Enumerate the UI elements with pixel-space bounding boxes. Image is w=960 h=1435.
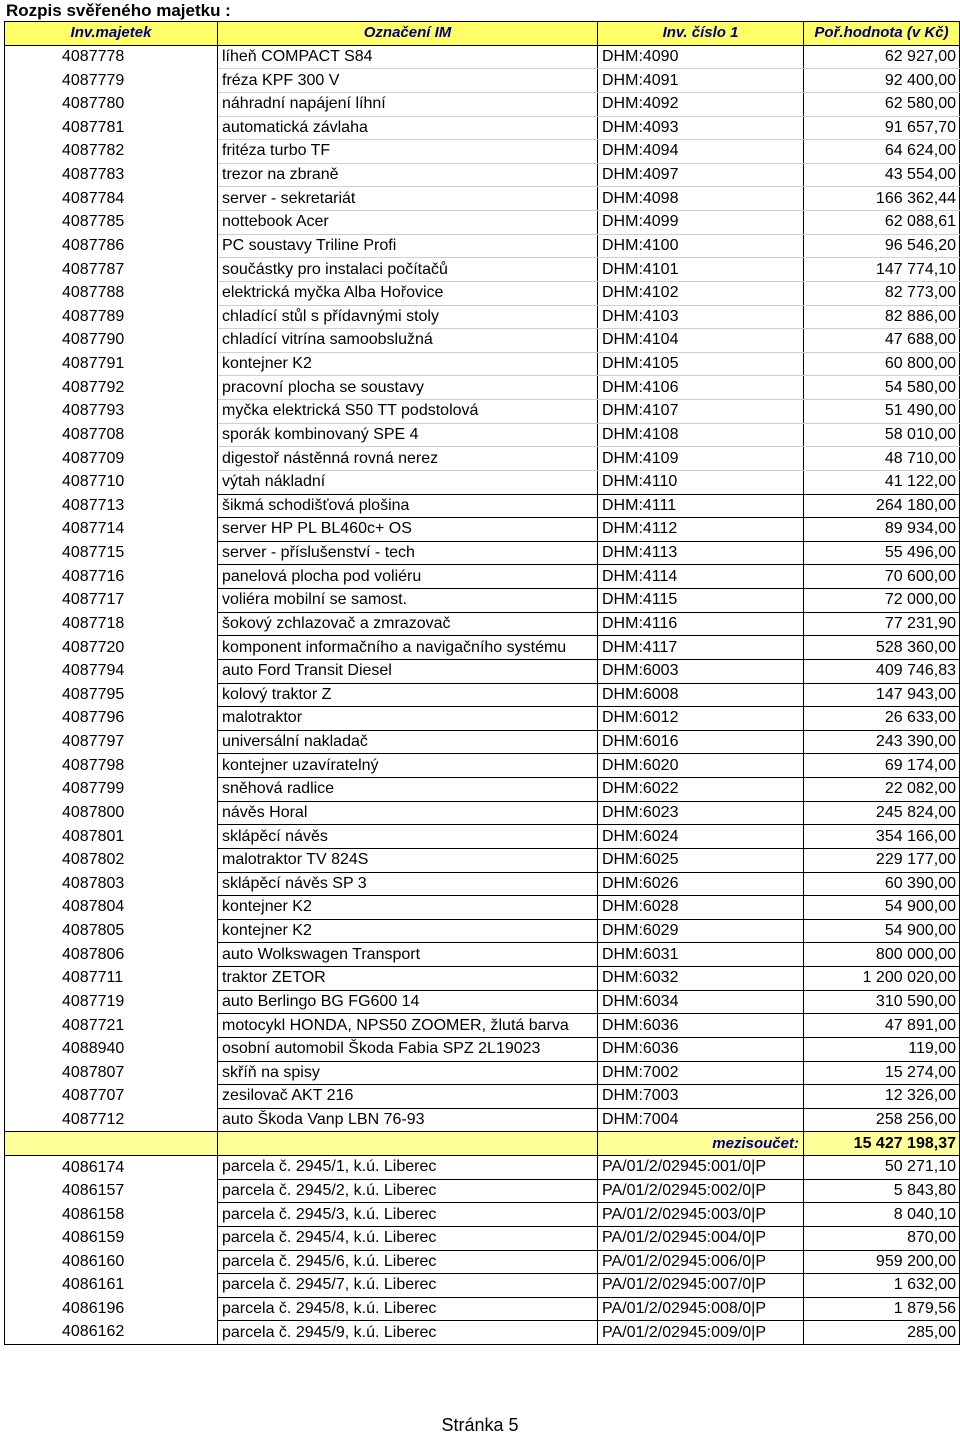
inv-code-cell: DHM:4098 (598, 187, 804, 211)
table-row (5, 825, 960, 849)
inv-code-cell: DHM:4092 (598, 92, 804, 116)
inv-code-cell: DHM:4097 (598, 163, 804, 187)
inv-code-cell: DHM:4116 (598, 612, 804, 636)
inv-code-cell: DHM:4099 (598, 211, 804, 235)
table-row (5, 258, 960, 282)
table-row (5, 872, 960, 896)
inv-number-cell: 4087794 (5, 659, 218, 683)
table-row (5, 494, 960, 518)
asset-name-cell: parcela č. 2945/6, k.ú. Liberec (218, 1250, 598, 1274)
table-row (5, 69, 960, 93)
subtotal-row (5, 1132, 960, 1156)
inv-number-cell: 4087797 (5, 730, 218, 754)
value-cell: 15 274,00 (804, 1061, 960, 1085)
value-cell: 243 390,00 (804, 730, 960, 754)
table-row (5, 211, 960, 235)
inv-code-cell: DHM:4091 (598, 69, 804, 93)
value-cell: 528 360,00 (804, 636, 960, 660)
inv-number-cell: 4087712 (5, 1108, 218, 1132)
asset-name-cell: malotraktor TV 824S (218, 848, 598, 872)
table-row (5, 447, 960, 471)
inv-code-cell: DHM:4103 (598, 305, 804, 329)
inv-number-cell: 4087801 (5, 825, 218, 849)
asset-name-cell: sporák kombinovaný SPE 4 (218, 423, 598, 447)
table-row (5, 801, 960, 825)
inv-code-cell: PA/01/2/02945:007/0|P (598, 1274, 804, 1298)
asset-name-cell: náhradní napájení líhní (218, 92, 598, 116)
inv-number-cell: 4087790 (5, 329, 218, 353)
value-cell: 12 326,00 (804, 1085, 960, 1109)
table-row (5, 683, 960, 707)
inv-code-cell: DHM:4107 (598, 400, 804, 424)
header-inv-majetek: Inv.majetek (5, 22, 218, 46)
table-row (5, 140, 960, 164)
inv-code-cell: PA/01/2/02945:008/0|P (598, 1297, 804, 1321)
inv-number-cell: 4086174 (5, 1156, 218, 1180)
inv-code-cell: DHM:6025 (598, 848, 804, 872)
table-row (5, 305, 960, 329)
inv-number-cell: 4087720 (5, 636, 218, 660)
value-cell: 1 632,00 (804, 1274, 960, 1298)
value-cell: 60 390,00 (804, 872, 960, 896)
asset-name-cell: parcela č. 2945/2, k.ú. Liberec (218, 1179, 598, 1203)
asset-name-cell: zesilovač AKT 216 (218, 1085, 598, 1109)
subtotal-blank (5, 1132, 218, 1156)
value-cell: 26 633,00 (804, 707, 960, 731)
value-cell: 62 580,00 (804, 92, 960, 116)
subtotal-value: 15 427 198,37 (804, 1132, 960, 1156)
table-row (5, 163, 960, 187)
table-row (5, 1203, 960, 1227)
table-row (5, 1037, 960, 1061)
table-row (5, 730, 960, 754)
value-cell: 50 271,10 (804, 1156, 960, 1180)
inv-number-cell: 4087784 (5, 187, 218, 211)
inv-number-cell: 4087802 (5, 848, 218, 872)
inv-code-cell: PA/01/2/02945:002/0|P (598, 1179, 804, 1203)
asset-name-cell: kontejner K2 (218, 352, 598, 376)
asset-name-cell: osobní automobil Škoda Fabia SPZ 2L19023 (218, 1037, 598, 1061)
asset-name-cell: server HP PL BL460c+ OS (218, 518, 598, 542)
inv-number-cell: 4087778 (5, 45, 218, 69)
inv-number-cell: 4087799 (5, 778, 218, 802)
table-row (5, 281, 960, 305)
value-cell: 62 088,61 (804, 211, 960, 235)
inv-number-cell: 4087798 (5, 754, 218, 778)
asset-name-cell: server - sekretariát (218, 187, 598, 211)
inv-code-cell: PA/01/2/02945:003/0|P (598, 1203, 804, 1227)
value-cell: 8 040,10 (804, 1203, 960, 1227)
inv-code-cell: DHM:6022 (598, 778, 804, 802)
inv-number-cell: 4087804 (5, 896, 218, 920)
inv-number-cell: 4087791 (5, 352, 218, 376)
inv-number-cell: 4087793 (5, 400, 218, 424)
asset-name-cell: parcela č. 2945/3, k.ú. Liberec (218, 1203, 598, 1227)
inv-code-cell: DHM:6036 (598, 1037, 804, 1061)
header-inv-cislo: Inv. číslo 1 (598, 22, 804, 46)
asset-name-cell: auto Ford Transit Diesel (218, 659, 598, 683)
inv-number-cell: 4087709 (5, 447, 218, 471)
table-row (5, 612, 960, 636)
table-row (5, 1179, 960, 1203)
asset-name-cell: fritéza turbo TF (218, 140, 598, 164)
table-row (5, 234, 960, 258)
asset-name-cell: pracovní plocha se soustavy (218, 376, 598, 400)
asset-name-cell: parcela č. 2945/8, k.ú. Liberec (218, 1297, 598, 1321)
table-row (5, 1085, 960, 1109)
asset-name-cell: sklápěcí návěs (218, 825, 598, 849)
asset-name-cell: parcela č. 2945/9, k.ú. Liberec (218, 1321, 598, 1345)
value-cell: 119,00 (804, 1037, 960, 1061)
table-row (5, 376, 960, 400)
table-row (5, 707, 960, 731)
asset-name-cell: kolový traktor Z (218, 683, 598, 707)
table-row (5, 1226, 960, 1250)
asset-name-cell: auto Škoda Vanp LBN 76-93 (218, 1108, 598, 1132)
table-row (5, 1061, 960, 1085)
table-row (5, 754, 960, 778)
inv-code-cell: DHM:6026 (598, 872, 804, 896)
table-row (5, 1321, 960, 1345)
inv-code-cell: DHM:7004 (598, 1108, 804, 1132)
inv-code-cell: DHM:6036 (598, 1014, 804, 1038)
asset-name-cell: fréza KPF 300 V (218, 69, 598, 93)
asset-name-cell: skříň na spisy (218, 1061, 598, 1085)
inv-code-cell: DHM:4090 (598, 45, 804, 69)
asset-name-cell: parcela č. 2945/1, k.ú. Liberec (218, 1156, 598, 1180)
asset-name-cell: nottebook Acer (218, 211, 598, 235)
value-cell: 64 624,00 (804, 140, 960, 164)
value-cell: 147 774,10 (804, 258, 960, 282)
value-cell: 54 900,00 (804, 919, 960, 943)
inv-number-cell: 4087806 (5, 943, 218, 967)
asset-name-cell: server - příslušenství - tech (218, 541, 598, 565)
inv-code-cell: DHM:7002 (598, 1061, 804, 1085)
inv-code-cell: DHM:4108 (598, 423, 804, 447)
page-footer: Stránka 5 (441, 1415, 519, 1435)
inv-number-cell: 4087807 (5, 1061, 218, 1085)
value-cell: 47 688,00 (804, 329, 960, 353)
inv-number-cell: 4087708 (5, 423, 218, 447)
inv-code-cell: DHM:4104 (598, 329, 804, 353)
value-cell: 77 231,90 (804, 612, 960, 636)
value-cell: 96 546,20 (804, 234, 960, 258)
table-row (5, 329, 960, 353)
value-cell: 91 657,70 (804, 116, 960, 140)
table-row (5, 1156, 960, 1180)
table-row (5, 1250, 960, 1274)
table-row (5, 187, 960, 211)
asset-name-cell: universální nakladač (218, 730, 598, 754)
value-cell: 870,00 (804, 1226, 960, 1250)
table-row (5, 45, 960, 69)
inv-number-cell: 4087781 (5, 116, 218, 140)
table-row (5, 541, 960, 565)
asset-name-cell: voliéra mobilní se samost. (218, 589, 598, 613)
table-row (5, 967, 960, 991)
inv-code-cell: DHM:4112 (598, 518, 804, 542)
inv-code-cell: DHM:4105 (598, 352, 804, 376)
inv-number-cell: 4087710 (5, 470, 218, 494)
inv-number-cell: 4087788 (5, 281, 218, 305)
inv-code-cell: PA/01/2/02945:006/0|P (598, 1250, 804, 1274)
inv-number-cell: 4086196 (5, 1297, 218, 1321)
inv-code-cell: PA/01/2/02945:001/0|P (598, 1156, 804, 1180)
table-row (5, 1297, 960, 1321)
value-cell: 1 879,56 (804, 1297, 960, 1321)
inv-code-cell: DHM:4110 (598, 470, 804, 494)
table-header (5, 22, 960, 46)
inv-code-cell: DHM:4109 (598, 447, 804, 471)
inv-number-cell: 4087714 (5, 518, 218, 542)
inv-code-cell: DHM:4094 (598, 140, 804, 164)
value-cell: 264 180,00 (804, 494, 960, 518)
table-row (5, 470, 960, 494)
inv-number-cell: 4087795 (5, 683, 218, 707)
asset-name-cell: komponent informačního a navigačního systému (218, 636, 598, 660)
inv-number-cell: 4086162 (5, 1321, 218, 1345)
inv-number-cell: 4087783 (5, 163, 218, 187)
table-row (5, 1274, 960, 1298)
asset-name-cell: PC soustavy Triline Profi (218, 234, 598, 258)
inv-number-cell: 4087780 (5, 92, 218, 116)
inv-number-cell: 4087711 (5, 967, 218, 991)
inv-number-cell: 4086158 (5, 1203, 218, 1227)
inv-code-cell: DHM:4117 (598, 636, 804, 660)
inv-code-cell: DHM:6023 (598, 801, 804, 825)
value-cell: 69 174,00 (804, 754, 960, 778)
value-cell: 800 000,00 (804, 943, 960, 967)
inv-code-cell: DHM:4093 (598, 116, 804, 140)
inv-code-cell: DHM:4115 (598, 589, 804, 613)
value-cell: 43 554,00 (804, 163, 960, 187)
subtotal-blank (218, 1132, 598, 1156)
table-row (5, 589, 960, 613)
asset-name-cell: malotraktor (218, 707, 598, 731)
value-cell: 82 886,00 (804, 305, 960, 329)
table-row (5, 896, 960, 920)
inv-number-cell: 4087786 (5, 234, 218, 258)
inv-code-cell: DHM:6020 (598, 754, 804, 778)
inv-number-cell: 4087721 (5, 1014, 218, 1038)
inv-number-cell: 4087718 (5, 612, 218, 636)
inv-code-cell: DHM:6024 (598, 825, 804, 849)
asset-name-cell: traktor ZETOR (218, 967, 598, 991)
table-row (5, 659, 960, 683)
subtotal-label: mezisoučet: (598, 1132, 804, 1156)
inv-code-cell: DHM:4113 (598, 541, 804, 565)
asset-name-cell: digestoř nástěnná rovná nerez (218, 447, 598, 471)
value-cell: 72 000,00 (804, 589, 960, 613)
table-row (5, 1014, 960, 1038)
inv-code-cell: DHM:6016 (598, 730, 804, 754)
inv-number-cell: 4087803 (5, 872, 218, 896)
value-cell: 82 773,00 (804, 281, 960, 305)
inv-number-cell: 4087787 (5, 258, 218, 282)
inv-code-cell: PA/01/2/02945:009/0|P (598, 1321, 804, 1345)
asset-name-cell: návěs Horal (218, 801, 598, 825)
value-cell: 258 256,00 (804, 1108, 960, 1132)
inv-code-cell: DHM:6028 (598, 896, 804, 920)
table-row (5, 518, 960, 542)
table-row (5, 848, 960, 872)
table-row (5, 636, 960, 660)
table-row (5, 919, 960, 943)
header-por-hodnota: Poř.hodnota (v Kč) (804, 22, 960, 46)
table-row (5, 778, 960, 802)
value-cell: 70 600,00 (804, 565, 960, 589)
value-cell: 1 200 020,00 (804, 967, 960, 991)
header-oznaceni-im: Označení IM (218, 22, 598, 46)
table-row (5, 352, 960, 376)
asset-name-cell: líheň COMPACT S84 (218, 45, 598, 69)
value-cell: 48 710,00 (804, 447, 960, 471)
asset-table (4, 21, 960, 1345)
inv-code-cell: DHM:6031 (598, 943, 804, 967)
asset-name-cell: trezor na zbraně (218, 163, 598, 187)
inv-number-cell: 4087717 (5, 589, 218, 613)
table-row (5, 92, 960, 116)
value-cell: 409 746,83 (804, 659, 960, 683)
inv-code-cell: DHM:4100 (598, 234, 804, 258)
inv-code-cell: DHM:6034 (598, 990, 804, 1014)
inv-number-cell: 4087716 (5, 565, 218, 589)
asset-name-cell: panelová plocha pod voliéru (218, 565, 598, 589)
inv-code-cell: DHM:4101 (598, 258, 804, 282)
inv-code-cell: DHM:4114 (598, 565, 804, 589)
inv-number-cell: 4087792 (5, 376, 218, 400)
inv-number-cell: 4088940 (5, 1037, 218, 1061)
value-cell: 54 580,00 (804, 376, 960, 400)
asset-name-cell: kontejner K2 (218, 919, 598, 943)
asset-name-cell: chladící vitrína samoobslužná (218, 329, 598, 353)
asset-name-cell: parcela č. 2945/4, k.ú. Liberec (218, 1226, 598, 1250)
asset-name-cell: automatická závlaha (218, 116, 598, 140)
value-cell: 62 927,00 (804, 45, 960, 69)
value-cell: 51 490,00 (804, 400, 960, 424)
asset-name-cell: chladící stůl s přídavnými stoly (218, 305, 598, 329)
inv-number-cell: 4087782 (5, 140, 218, 164)
asset-name-cell: šokový zchlazovač a zmrazovač (218, 612, 598, 636)
value-cell: 245 824,00 (804, 801, 960, 825)
page-title: Rozpis svěřeného majetku : (6, 1, 231, 20)
asset-name-cell: auto Berlingo BG FG600 14 (218, 990, 598, 1014)
inv-number-cell: 4087800 (5, 801, 218, 825)
value-cell: 310 590,00 (804, 990, 960, 1014)
inv-number-cell: 4086157 (5, 1179, 218, 1203)
table-row (5, 1108, 960, 1132)
value-cell: 959 200,00 (804, 1250, 960, 1274)
asset-name-cell: elektrická myčka Alba Hořovice (218, 281, 598, 305)
value-cell: 58 010,00 (804, 423, 960, 447)
table-row (5, 423, 960, 447)
value-cell: 166 362,44 (804, 187, 960, 211)
inv-code-cell: PA/01/2/02945:004/0|P (598, 1226, 804, 1250)
inv-code-cell: DHM:6032 (598, 967, 804, 991)
value-cell: 147 943,00 (804, 683, 960, 707)
asset-name-cell: šikmá schodišťová plošina (218, 494, 598, 518)
inv-code-cell: DHM:6008 (598, 683, 804, 707)
asset-name-cell: sněhová radlice (218, 778, 598, 802)
table-body (5, 45, 960, 1344)
value-cell: 55 496,00 (804, 541, 960, 565)
asset-name-cell: kontejner K2 (218, 896, 598, 920)
inv-code-cell: DHM:4106 (598, 376, 804, 400)
value-cell: 89 934,00 (804, 518, 960, 542)
asset-name-cell: sklápěcí návěs SP 3 (218, 872, 598, 896)
asset-name-cell: auto Wolkswagen Transport (218, 943, 598, 967)
value-cell: 41 122,00 (804, 470, 960, 494)
value-cell: 354 166,00 (804, 825, 960, 849)
inv-code-cell: DHM:6012 (598, 707, 804, 731)
inv-number-cell: 4087713 (5, 494, 218, 518)
value-cell: 285,00 (804, 1321, 960, 1345)
inv-number-cell: 4087789 (5, 305, 218, 329)
inv-code-cell: DHM:4102 (598, 281, 804, 305)
inv-code-cell: DHM:6003 (598, 659, 804, 683)
table-row (5, 943, 960, 967)
table-row (5, 116, 960, 140)
inv-number-cell: 4086161 (5, 1274, 218, 1298)
inv-number-cell: 4087719 (5, 990, 218, 1014)
inv-code-cell: DHM:6029 (598, 919, 804, 943)
asset-name-cell: parcela č. 2945/7, k.ú. Liberec (218, 1274, 598, 1298)
inv-number-cell: 4086159 (5, 1226, 218, 1250)
inv-number-cell: 4087707 (5, 1085, 218, 1109)
inv-code-cell: DHM:4111 (598, 494, 804, 518)
inv-number-cell: 4086160 (5, 1250, 218, 1274)
inv-number-cell: 4087805 (5, 919, 218, 943)
value-cell: 54 900,00 (804, 896, 960, 920)
asset-name-cell: výtah nákladní (218, 470, 598, 494)
value-cell: 47 891,00 (804, 1014, 960, 1038)
value-cell: 92 400,00 (804, 69, 960, 93)
inv-number-cell: 4087785 (5, 211, 218, 235)
inv-number-cell: 4087779 (5, 69, 218, 93)
asset-name-cell: součástky pro instalaci počítačů (218, 258, 598, 282)
value-cell: 60 800,00 (804, 352, 960, 376)
table-row (5, 565, 960, 589)
inv-number-cell: 4087715 (5, 541, 218, 565)
value-cell: 5 843,80 (804, 1179, 960, 1203)
asset-name-cell: kontejner uzavíratelný (218, 754, 598, 778)
inv-number-cell: 4087796 (5, 707, 218, 731)
value-cell: 22 082,00 (804, 778, 960, 802)
inv-code-cell: DHM:7003 (598, 1085, 804, 1109)
asset-name-cell: myčka elektrická S50 TT podstolová (218, 400, 598, 424)
asset-name-cell: motocykl HONDA, NPS50 ZOOMER, žlutá barva (218, 1014, 598, 1038)
table-row (5, 990, 960, 1014)
table-row (5, 400, 960, 424)
value-cell: 229 177,00 (804, 848, 960, 872)
